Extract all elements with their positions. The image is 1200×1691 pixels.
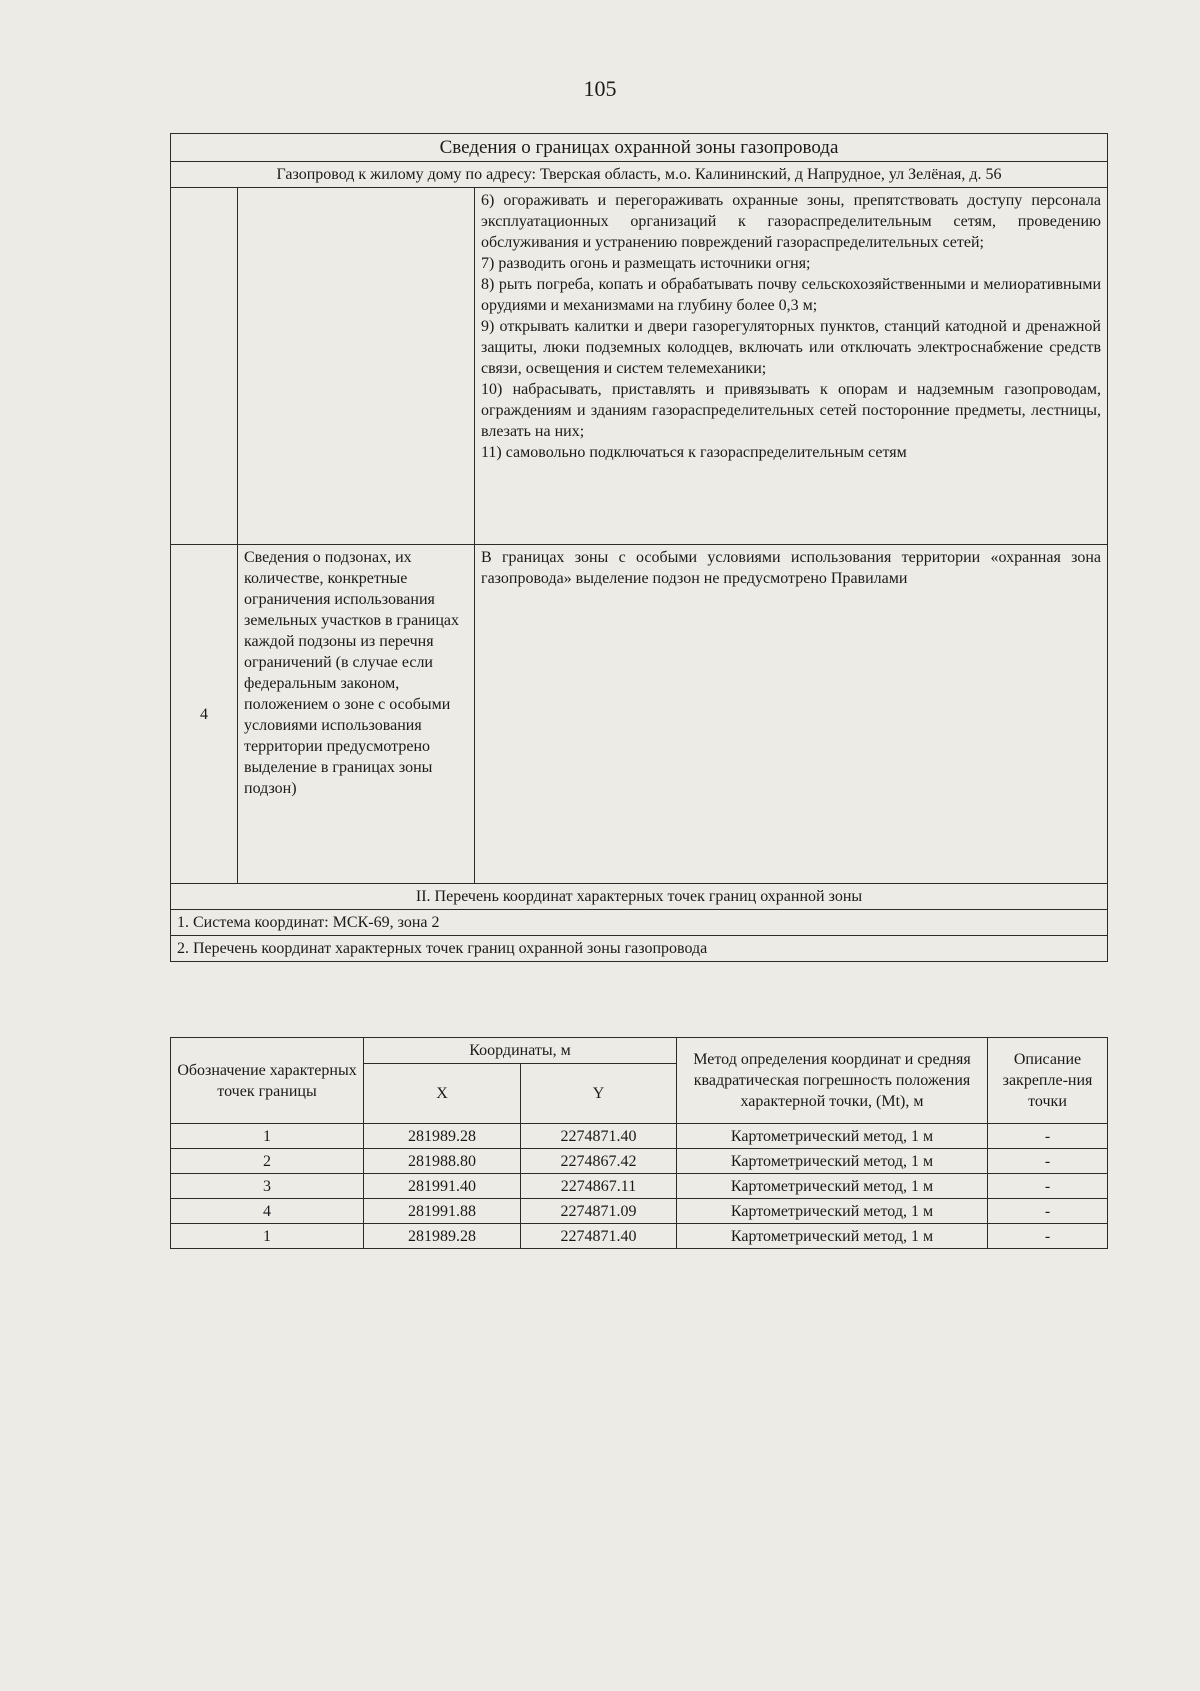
cell-method: Картометрический метод, 1 м <box>677 1199 988 1224</box>
header-y: Y <box>521 1064 677 1124</box>
header-x: X <box>364 1064 521 1124</box>
cell-method: Картометрический метод, 1 м <box>677 1174 988 1199</box>
cell-x: 281991.40 <box>364 1174 521 1199</box>
restriction-item: 11) самовольно подключаться к газораспределительным сетям <box>481 444 907 461</box>
cell-desc: - <box>988 1224 1108 1249</box>
coordinate-system: 1. Система координат: МСК-69, зона 2 <box>171 910 1108 936</box>
header-method: Метод определения координат и средняя квадратическая погрешность положения характерной точки, (Mt), м <box>677 1038 988 1124</box>
cell-desc: - <box>988 1174 1108 1199</box>
header-point: Обозначение характерных точек границы <box>171 1038 364 1124</box>
table-row <box>171 1174 1108 1199</box>
cell-x: 281989.28 <box>364 1224 521 1249</box>
cell-method: Картометрический метод, 1 м <box>677 1224 988 1249</box>
restrictions-cell <box>475 188 1108 545</box>
cell-point: 4 <box>171 1199 364 1224</box>
points-list-title: 2. Перечень координат характерных точек границ охранной зоны газопровода <box>171 936 1108 962</box>
cell-desc: - <box>988 1199 1108 1224</box>
table-row <box>171 1149 1108 1174</box>
cell-y: 2274871.40 <box>521 1124 677 1149</box>
section-2-title: II. Перечень координат характерных точек границ охранной зоны <box>171 884 1108 910</box>
cell-x: 281989.28 <box>364 1124 521 1149</box>
subzones-label: Сведения о подзонах, их количестве, конкретные ограничения использования земельных участков в границах каждой подзоны из перечня ограничений (в случае если федеральным законом, положением о зоне с особыми условиями использования территории предусмотрено выделение в границах зоны подзон) <box>238 545 475 884</box>
restriction-item: 10) набрасывать, приставлять и привязывать к опорам и надземным газопроводам, ограждениям и зданиям газораспределительных сетей посторонние предметы, лестницы, влезать на них; <box>481 381 1101 440</box>
empty-number-cell <box>171 188 238 545</box>
cell-point: 3 <box>171 1174 364 1199</box>
cell-desc: - <box>988 1149 1108 1174</box>
cell-x: 281988.80 <box>364 1149 521 1174</box>
cell-y: 2274871.40 <box>521 1224 677 1249</box>
empty-label-cell <box>238 188 475 545</box>
cell-point: 1 <box>171 1124 364 1149</box>
cell-y: 2274871.09 <box>521 1199 677 1224</box>
page-number: 105 <box>583 76 617 101</box>
table-subtitle: Газопровод к жилому дому по адресу: Тверская область, м.о. Калининский, д Напрудное, ул Зелёная, д. 56 <box>171 162 1108 188</box>
cell-point: 2 <box>171 1149 364 1174</box>
table-row <box>171 1224 1108 1249</box>
table-row <box>171 1124 1108 1149</box>
restriction-item: 7) разводить огонь и размещать источники огня; <box>481 255 811 272</box>
cell-x: 281991.88 <box>364 1199 521 1224</box>
cell-method: Картометрический метод, 1 м <box>677 1124 988 1149</box>
row-number: 4 <box>171 545 238 884</box>
restriction-item: 6) огораживать и перегораживать охранные зоны, препятствовать доступу персонала эксплуатационных организаций к газораспределительным сетям, проведению обслуживания и устранению повреждений газораспределительных сетей; <box>481 192 1101 251</box>
header-description: Описание закрепле-ния точки <box>988 1038 1108 1124</box>
cell-point: 1 <box>171 1224 364 1249</box>
restriction-item: 9) открывать калитки и двери газорегуляторных пунктов, станций катодной и дренажной защиты, люки подземных колодцев, включать или отключать электроснабжение средств связи, освещения и систем телемеханики; <box>481 318 1101 377</box>
cell-y: 2274867.42 <box>521 1149 677 1174</box>
table-title: Сведения о границах охранной зоны газопровода <box>171 134 1108 162</box>
subzones-text: В границах зоны с особыми условиями использования территории «охранная зона газопровода» выделение подзон не предусмотрено Правилами <box>481 549 1101 587</box>
cell-y: 2274867.11 <box>521 1174 677 1199</box>
table-row <box>171 1199 1108 1224</box>
restriction-item: 8) рыть погреба, копать и обрабатывать почву сельскохозяйственными и мелиоративными орудиями и механизмами на глубину более 0,3 м; <box>481 276 1101 314</box>
header-coordinates: Координаты, м <box>364 1038 677 1064</box>
cell-method: Картометрический метод, 1 м <box>677 1149 988 1174</box>
zone-info-table <box>170 133 1108 962</box>
coordinates-table <box>170 1037 1108 1249</box>
subzones-value <box>475 545 1108 884</box>
cell-desc: - <box>988 1124 1108 1149</box>
